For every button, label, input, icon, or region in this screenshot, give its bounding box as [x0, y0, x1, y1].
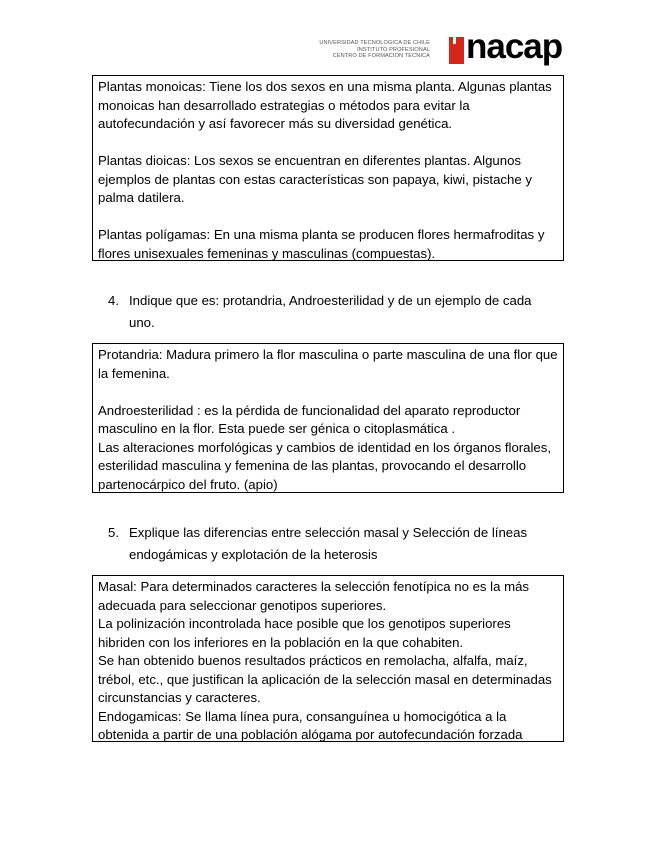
inacap-logo-icon [449, 37, 464, 64]
paragraph-androesterilidad: Androesterilidad : es la pérdida de funcionalidad del aparato reproductor masculino en la flor. Esta puede ser génica o citoplasmática . [98, 402, 521, 436]
question-5 [108, 522, 548, 565]
institution-name [319, 40, 430, 60]
paragraph-monoicas: Plantas monoicas: Tiene los dos sexos en una misma planta. Algunas plantas monoicas han desarrollado estrategias o métodos para evitar la autofecundación y así favorecer más su diversidad genética. [98, 79, 552, 131]
answer-box-protandria [92, 343, 564, 493]
question-number: 4. [108, 293, 119, 308]
answer-box-plant-types [92, 75, 564, 261]
paragraph-resultados: Se han obtenido buenos resultados prácticos en remolacha, alfalfa, maíz, trébol, etc., que justifican la aplicación de la selección masal en determinadas circunstancias y caracteres. [98, 653, 552, 705]
question-number: 5. [108, 525, 119, 540]
paragraph-dioicas: Plantas dioicas: Los sexos se encuentran en diferentes plantas. Algunos ejemplos de plantas con estas características son papaya, kiwi, pistache y palma datilera. [98, 153, 532, 205]
question-text: Indique que es: protandria, Androesterilidad y de un ejemplo de cada uno. [129, 293, 532, 330]
institution-line: INSTITUTO PROFESIONAL [357, 46, 430, 53]
answer-box-seleccion [92, 575, 564, 742]
page-header [300, 27, 568, 73]
question-text: Explique las diferencias entre selección masal y Selección de líneas endogámicas y explotación de la heterosis [129, 525, 528, 562]
paragraph-alteraciones: Las alteraciones morfológicas y cambios de identidad en los órganos florales, esterilidad masculina y femenina de las plantas, provocando el desarrollo partenocárpico del fruto. (apio) [98, 439, 552, 492]
logo-text: nacap [466, 27, 563, 66]
paragraph-endogamicas: Endogamicas: Se llama línea pura, consanguínea u homocigótica a la obtenida a partir de una población alógama por autofecundación forzada [98, 708, 523, 742]
paragraph-protandria: Protandria: Madura primero la flor masculina o parte masculina de una flor que la femenina. [98, 347, 558, 381]
institution-line: UNIVERSIDAD TECNOLOGICA DE CHILE [319, 40, 430, 46]
institution-line: CENTRO DE FORMACION TECNICA [332, 53, 430, 60]
paragraph-masal: Masal: Para determinados caracteres la selección fenotípica no es la más adecuada para seleccionar genotipos superiores. [98, 579, 530, 613]
paragraph-poligamas: Plantas polígamas: En una misma planta se producen flores hermafroditas y flores unisexuales femeninas y masculinas (compuestas). [98, 227, 545, 261]
paragraph-polinizacion: La polinización incontrolada hace posible que los genotipos superiores hibriden con los inferiores en la población en la que cohabiten. [98, 616, 511, 650]
question-4 [108, 290, 548, 333]
